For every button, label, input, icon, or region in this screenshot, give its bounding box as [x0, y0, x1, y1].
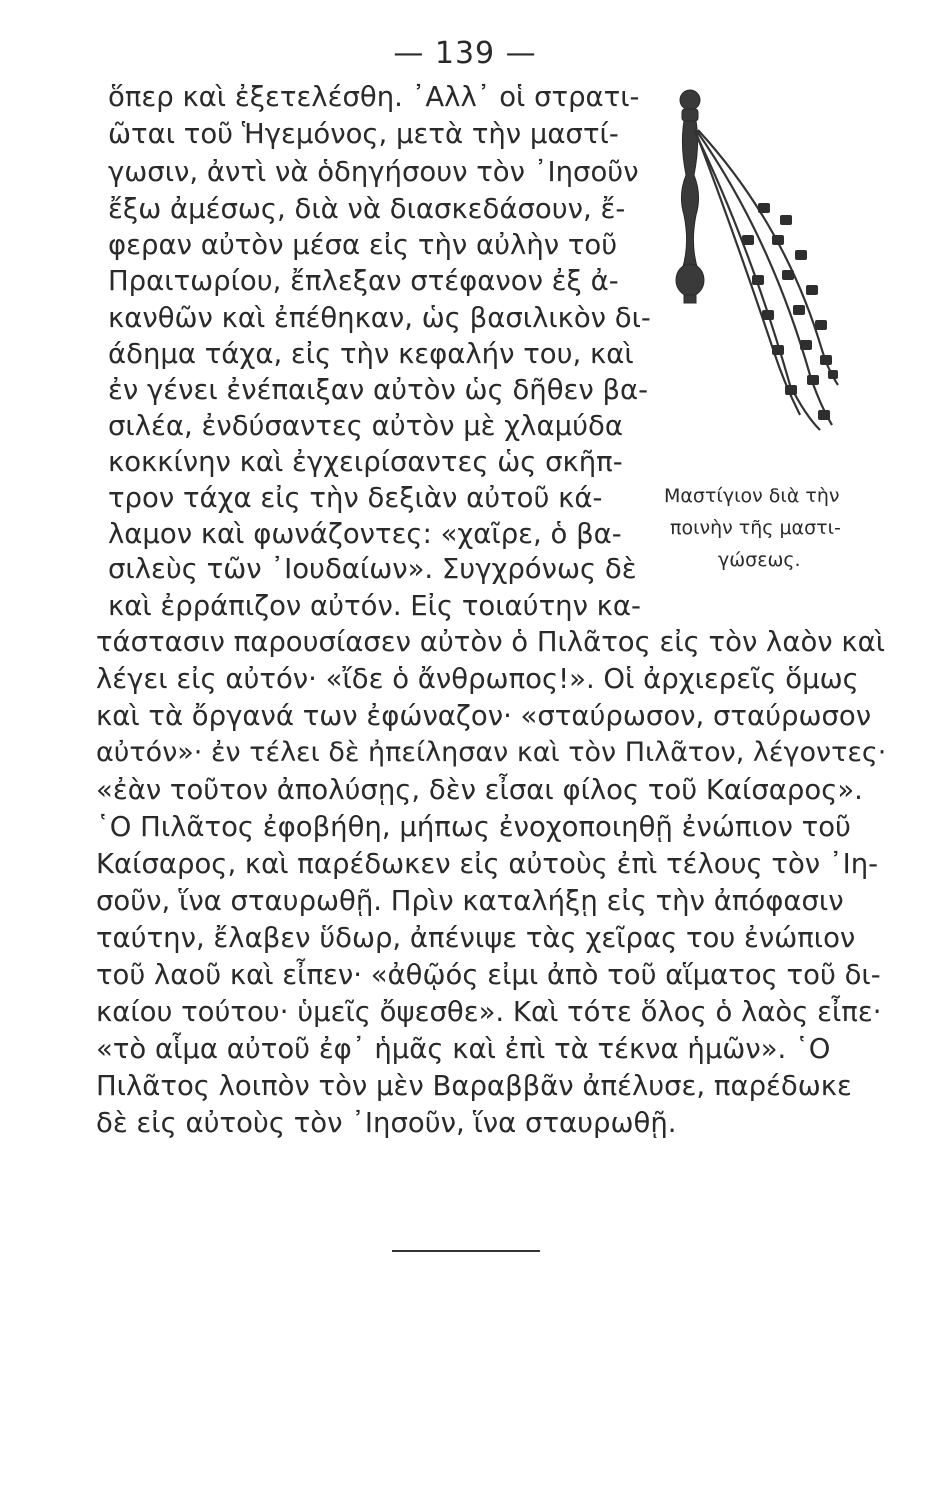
text-line: κανθῶν καὶ ἐπέθηκαν, ὡς βασιλικὸν δι- [108, 302, 651, 334]
text-line: ὅπερ καὶ ἐξετελέσθη. ᾿Αλλ᾿ οἱ στρατι- [108, 81, 640, 113]
text-line: καίου τούτου· ὑμεῖς ὄψεσθε». Καὶ τότε ὅλος ὁ λαὸς εἶπε· [96, 996, 882, 1028]
text-line: λέγει εἰς αὐτόν· «ἴδε ὁ ἄνθρωπος!». Οἱ ἀρχιερεῖς ὅμως [96, 663, 859, 695]
end-rule [392, 1250, 540, 1252]
text-line: καὶ ἐρράπιζον αὐτόν. Εἰς τοιαύτην κα- [108, 590, 641, 622]
text-line: τάστασιν παρουσίασεν αὐτὸν ὁ Πιλᾶτος εἰς τὸν λαὸν καὶ [96, 626, 886, 658]
text-line: κοκκίνην καὶ ἐγχειρίσαντες ὡς σκῆπ- [108, 446, 623, 478]
text-line: γωσιν, ἀντὶ νὰ ὁδηγήσουν τὸν ᾿Ιησοῦν [108, 156, 639, 188]
text-line: σιλέα, ἐνδύσαντες αὐτὸν μὲ χλαμύδα [108, 410, 623, 442]
text-line: «τὸ αἷμα αὐτοῦ ἐφ᾿ ἡμᾶς καὶ ἐπὶ τὰ τέκνα ἡμῶν». ῾Ο [96, 1033, 831, 1065]
figure-caption [650, 482, 912, 582]
caption-line: γώσεως. [718, 549, 801, 571]
text-line: Πιλᾶτος λοιπὸν τὸν μὲν Βαραββᾶν ἀπέλυσε, παρέδωκε [96, 1070, 852, 1102]
text-line: Καίσαρος, καὶ παρέδωκεν εἰς αὐτοὺς ἐπὶ τέλους τὸν ᾿Ιη- [96, 848, 879, 880]
text-line: φεραν αὐτὸν μέσα εἰς τὴν αὐλὴν τοῦ [108, 229, 618, 261]
whip-icon [660, 85, 890, 470]
text-line: καὶ τὰ ὄργανά των ἐφώναζον· «σταύρωσον, σταύρωσον [96, 700, 872, 732]
text-line: αὐτόν»· ἐν τέλει δὲ ἠπείλησαν καὶ τὸν Πιλᾶτον, λέγοντες· [96, 737, 887, 768]
text-line: Πραιτωρίου, ἔπλεξαν στέφανον ἐξ ἀ- [108, 265, 619, 297]
text-line: άδημα τάχα, εἰς τὴν κεφαλήν του, καὶ [108, 338, 634, 370]
text-line: ἔξω ἀμέσως, διὰ νὰ διασκεδάσουν, ἔ- [108, 193, 626, 225]
text-line: ταύτην, ἔλαβεν ὕδωρ, ἀπένιψε τὰς χεῖρας του ἐνώπιον [96, 922, 856, 954]
text-line: ἐν γένει ἐνέπαιξαν αὐτὸν ὡς δῆθεν βα- [108, 374, 649, 406]
text-line: δὲ εἰς αὐτοὺς τὸν ᾿Ιησοῦν, ἵνα σταυρωθῇ. [96, 1107, 677, 1139]
text-line: ῾Ο Πιλᾶτος ἐφοβήθη, μήπως ἐνοχοποιηθῇ ἐνώπιον τοῦ [96, 811, 851, 843]
text-line: σοῦν, ἵνα σταυρωθῇ. Πρὶν καταλήξῃ εἰς τὴν ἀπόφασιν [96, 885, 844, 917]
caption-line: Μαστίγιον διὰ τὴν [664, 485, 840, 507]
text-line: «ἐὰν τοῦτον ἀπολύσῃς, δὲν εἶσαι φίλος τοῦ Καίσαρος». [96, 774, 863, 806]
text-line: σιλεὺς τῶν ᾿Ιουδαίων». Συγχρόνως δὲ [108, 553, 637, 585]
text-line: τρον τάχα εἰς τὴν δεξιὰν αὐτοῦ κά- [108, 482, 603, 514]
page-number: — 139 — [393, 36, 537, 71]
text-line: ῶται τοῦ Ἡγεμόνος, μετὰ τὴν μαστί- [108, 118, 619, 150]
caption-line: ποινὴν τῆς μαστι- [670, 517, 841, 539]
text-line: λαμον καὶ φωνάζοντες: «χαῖρε, ὁ βα- [108, 518, 622, 550]
text-line: τοῦ λαοῦ καὶ εἶπεν· «ἀθῷός εἰμι ἀπὸ τοῦ αἵματος τοῦ δι- [96, 959, 881, 991]
